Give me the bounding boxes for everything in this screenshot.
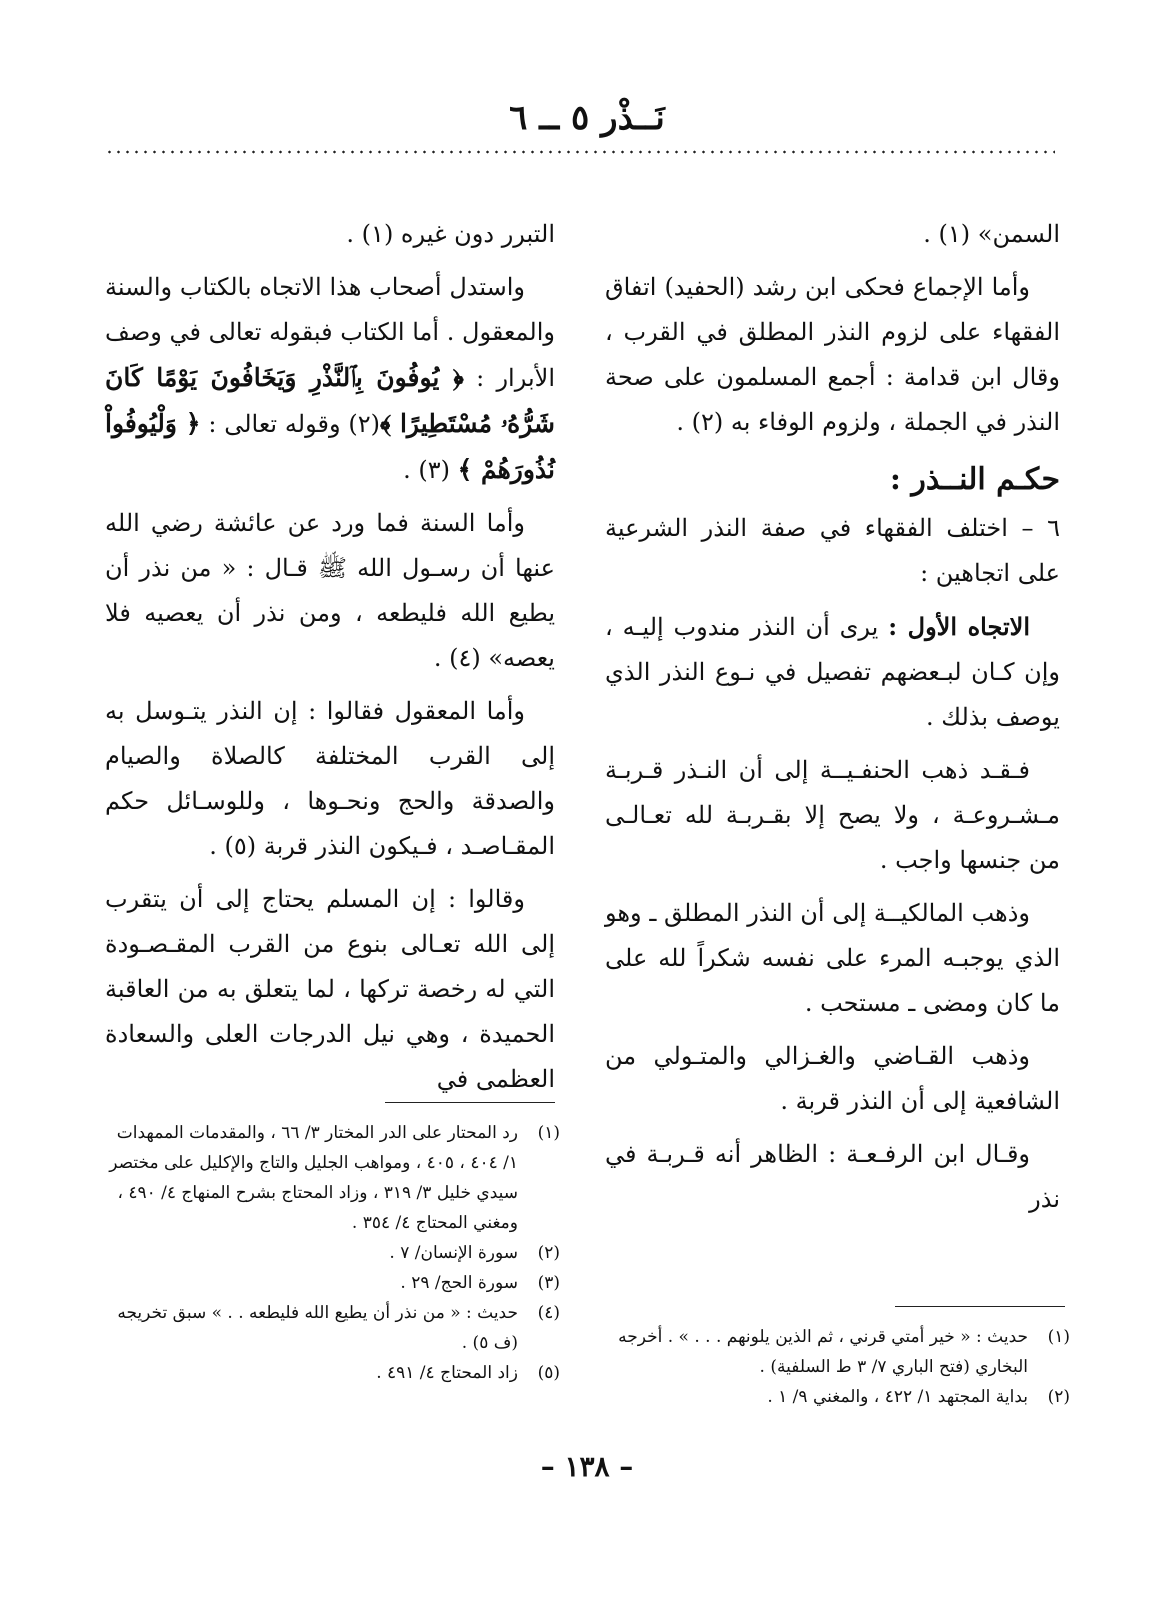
footnote-item: (٥) زاد المحتاج ٤/ ٤٩١ .	[376, 1363, 560, 1383]
right-paragraph-3: ٦ – اختلف الفقهاء في صفة النذر الشرعية على اتجاهين :	[605, 514, 1060, 587]
left-paragraph-3: وأما السنة فما ورد عن عائشة رضي الله عنها أن رسـول الله ﷺ قـال : « من نذر أن يطيع الله فليطعه ، ومن نذر أن يعصيه فلا يعصه» (٤) .	[105, 509, 555, 672]
left-footnotes	[105, 1118, 560, 1388]
quran-verse-2: ﴿ وَلْيُوفُواْ نُذُورَهُمْ ﴾	[105, 409, 555, 484]
footnote-item: (٢) بداية المجتهد ١/ ٤٢٢ ، والمغني ٩/ ١ .	[767, 1387, 1070, 1407]
right-footnotes	[605, 1322, 1070, 1412]
left-paragraph-4: وأما المعقول فقالوا : إن النذر يتـوسل به إلى القرب المختلفة كالصلاة والصيام والصدقة والحج ونحـوها ، وللوسـائل حكم المقـاصـد ، فـيكون النذر قربة (٥) .	[105, 697, 555, 860]
left-paragraph-5: وقالوا : إن المسلم يحتاج إلى أن يتقرب إلى الله تعـالى بنوع من القرب المقـصـودة التي له رخصة تركها ، لما يتعلق به من العاقبة الحميدة ، وهي نيل الدرجات العلى والسعادة العظمى في	[105, 885, 555, 1093]
footnote-item: (٢) سورة الإنسان/ ٧ .	[389, 1243, 560, 1263]
first-trend-label: الاتجاه الأول :	[888, 612, 1030, 641]
footnote-item: (٤) حديث : « من نذر أن يطيع الله فليطعه . . » سبق تخريجه (ف ٥) .	[117, 1303, 560, 1353]
page-number: – ١٣٨ –	[540, 1450, 634, 1483]
right-paragraph-7: وذهب القـاضي والغـزالي والمتـولي من الشافعية إلى أن النذر قربة .	[605, 1042, 1060, 1115]
left-paragraph-2-mid: (٢) وقوله تعالى :	[208, 410, 381, 438]
footnote-item: (١) رد المحتار على الدر المختار ٣/ ٦٦ ، والمقدمات الممهدات ١/ ٤٠٤ ، ٤٠٥ ، ومواهب الجليل والتاج والإكليل على مختصر سيدي خليل ٣/ ٣١٩ ، وزاد المحتاج بشرح المنهاج ٤/ ٤٩٠ ، ومغني المحتاج ٤/ ٣٥٤ .	[109, 1123, 560, 1233]
right-paragraph-4	[605, 604, 1060, 740]
right-paragraph-2: وأما الإجماع فحكى ابن رشد (الحفيد) اتفاق الفقهاء على لزوم النذر المطلق في القرب ، وقال ابن قدامة : أجمع المسلمون على صحة النذر في الجملة ، ولزوم الوفاء به (٢) .	[605, 273, 1060, 436]
left-paragraph-2	[105, 265, 555, 493]
right-paragraph-5: فـقـد ذهب الحنفـيــة إلى أن النـذر قـربـة مـشـروعـة ، ولا يصح إلا بقـربـة لله تعـالـى من جنسها واجب .	[605, 756, 1060, 874]
right-paragraph-1: السمن» (١) .	[923, 220, 1060, 248]
section-heading: حكـم النــذر :	[889, 462, 1060, 497]
header-dotted-divider	[105, 150, 1055, 154]
right-column	[605, 212, 1060, 1230]
quran-verse-1: ﴿ يُوفُونَ بِٱلنَّذْرِ وَيَخَافُونَ يَوْمًا كَانَ شَرُّهُۥ مُسْتَطِيرًا ﴾	[105, 363, 555, 438]
right-paragraph-8: وقـال ابن الرفـعـة : الظاهر أنه قـربـة في نذر	[605, 1140, 1060, 1213]
right-footnote-separator	[895, 1306, 1065, 1307]
right-paragraph-6: وذهب المالكيــة إلى أن النذر المطلق ـ وهو الذي يوجبـه المرء على نفسه شكراً لله على ما كان ومضى ـ مستحب .	[605, 899, 1060, 1017]
left-column	[105, 212, 555, 1110]
page-header-title: نَــذْر ٥ ــ ٦	[509, 98, 665, 138]
left-paragraph-1: التبرر دون غيره (١) .	[346, 220, 555, 248]
footnote-item: (١) حديث : « خير أمتي قرني ، ثم الذين يلونهم . . . » . أخرجه البخاري (فتح الباري ٧/ ٣ ط السلفية) .	[618, 1327, 1070, 1377]
footnote-item: (٣) سورة الحج/ ٢٩ .	[400, 1273, 560, 1293]
first-trend-text: يرى أن النذر مندوب إليـه ، وإن كـان لبـعضهم تفصيل في نـوع النذر الذي يوصف بذلك .	[605, 613, 1060, 731]
left-footnote-separator	[385, 1102, 555, 1103]
left-paragraph-2-end: (٣) .	[403, 456, 450, 484]
left-paragraph-2-start: واستدل أصحاب هذا الاتجاه بالكتاب والسنة والمعقول . أما الكتاب فبقوله تعالى في وصف الأبرار :	[105, 273, 555, 392]
